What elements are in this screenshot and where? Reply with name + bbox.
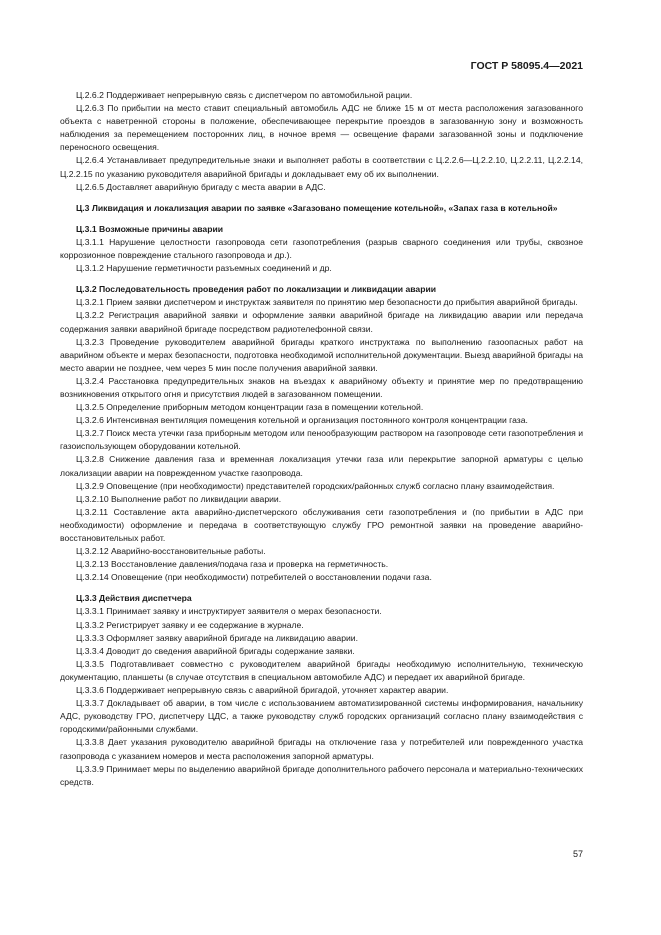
- paragraph: Ц.3.3.5 Подготавливает совместно с руководителем аварийной бригады необходимую исполнительную, техническую документацию, планшеты (в случае отсутствия в специальном автомобиле АДС) и передает их аварийной бригаде.: [60, 658, 583, 682]
- section-heading: Ц.3.1 Возможные причины аварии: [76, 223, 224, 234]
- paragraph: Ц.3.1.1 Нарушение целостности газопровода сети газопотребления (разрыв сварного соединения или трубы, сквозное коррозионное повреждение стального газопровода и др.).: [60, 236, 583, 261]
- page-number: 57: [572, 849, 583, 859]
- section-heading: Ц.3 Ликвидация и локализация аварии по заявке «Загазовано помещение котельной», «Запах газа в котельной»: [76, 202, 558, 213]
- paragraph: Ц.3.2.3 Проведение руководителем аварийной бригады краткого инструктажа по выполнению газоопасных работ на аварийном объекте и мерах безопасности, подготовка необходимой исполнительной документации. Выезд аварийной бригады на место аварии не позднее, чем через 5 мин после получения аварийной заявки.: [60, 336, 583, 373]
- paragraph: Ц.3.2.7 Поиск места утечки газа приборным методом или пенообразующим раствором на газопроводе сети газопотребления и газоиспользующем оборудовании котельной.: [60, 428, 583, 452]
- document-header: ГОСТ Р 58095.4—2021: [470, 60, 583, 72]
- paragraph: Ц.3.2.8 Снижение давления газа и временная локализация утечки газа или перекрытие запорной арматуры с целью локализации аварии на поврежденном участке газопровода.: [60, 454, 583, 478]
- paragraph-gap: [60, 275, 583, 283]
- paragraph: Ц.3.3.1 Принимает заявку и инструктирует заявителя о мерах безопасности.: [76, 606, 382, 617]
- paragraph: Ц.3.2.14 Оповещение (при необходимости) потребителей о восстановлении подачи газа.: [76, 572, 432, 583]
- paragraph: Ц.2.6.3 По прибытии на место ставит специальный автомобиль АДС не ближе 15 м от места расположения загазованного объекта с наветренной стороны в положение, обеспечивающее перекрытие проездов в загазованную зону и возможность наблюдения за перемещением посторонних лиц, в ночное время — освещение фарами загазованной зоны и подключение переносного освещения.: [60, 103, 583, 153]
- paragraph: Ц.2.6.5 Доставляет аварийную бригаду с места аварии в АДС.: [76, 181, 326, 192]
- paragraph: Ц.3.1.2 Нарушение герметичности разъемных соединений и др.: [76, 263, 332, 274]
- paragraph: Ц.3.3.3 Оформляет заявку аварийной бригаде на ликвидацию аварии.: [76, 632, 358, 643]
- paragraph: Ц.3.3.7 Докладывает об аварии, в том числе с использованием автоматизированной системы информирования, начальнику АДС, руководству ГРО, диспетчеру ЦДС, а также руководству служб городских организаций согласно плану взаимодействия с городскими/районными службами.: [60, 698, 583, 735]
- paragraph: Ц.3.2.12 Аварийно-восстановительные работы.: [76, 546, 266, 557]
- paragraph: Ц.3.3.2 Регистрирует заявку и ее содержание в журнале.: [76, 619, 304, 630]
- section-heading: Ц.3.2 Последовательность проведения работ по локализации и ликвидации аварии: [76, 284, 437, 295]
- document-body: [60, 89, 583, 789]
- paragraph-gap: [60, 215, 583, 223]
- paragraph: Ц.3.2.9 Оповещение (при необходимости) представителей городских/районных служб согласно плану взаимодействия.: [76, 480, 555, 491]
- paragraph: Ц.3.2.1 Прием заявки диспетчером и инструктаж заявителя по принятию мер безопасности до прибытия аварийной бригады.: [76, 297, 578, 308]
- paragraph-gap: [60, 584, 583, 592]
- paragraph: Ц.3.2.4 Расстановка предупредительных знаков на въездах к аварийному объекту и принятие мер по предотвращению возникновения открытого огня и присутствия людей в загазованном помещении.: [60, 375, 583, 399]
- paragraph: Ц.3.3.9 Принимает меры по выделению аварийной бригаде дополнительного рабочего персонала и материально-технических средств.: [60, 763, 583, 787]
- paragraph: Ц.3.3.8 Дает указания руководителю аварийной бригады на отключение газа у потребителей или поврежденного участка газопровода с указанием номеров и места расположения запорной арматуры.: [60, 737, 583, 761]
- paragraph: Ц.3.2.2 Регистрация аварийной заявки и оформление заявки аварийной бригаде на ликвидацию аварии или передача содержания заявки аварийной бригаде посредством радиотелефонной связи.: [60, 310, 583, 334]
- paragraph: Ц.2.6.4 Устанавливает предупредительные знаки и выполняет работы в соответствии с Ц.2.2.6—Ц.2.2.10, Ц.2.2.11, Ц.2.2.14, Ц.2.2.15 по указанию руководителя аварийной бригады и докладывает ему об их выполнении.: [60, 155, 583, 179]
- paragraph: Ц.3.2.11 Составление акта аварийно-диспетчерского обслуживания сети газопотребления и (по прибытии в АДС при необходимости) оформление и передача в соответствующую службу ГРО ремонтной заявки на проведение аварийно-восстановительных работ.: [60, 506, 583, 543]
- paragraph: Ц.3.3.4 Доводит до сведения аварийной бригады содержание заявки.: [76, 645, 355, 656]
- paragraph: Ц.3.2.13 Восстановление давления/подача газа и проверка на герметичность.: [76, 559, 389, 570]
- paragraph: Ц.3.3.6 Поддерживает непрерывную связь с аварийной бригадой, уточняет характер аварии.: [76, 685, 449, 696]
- paragraph: Ц.3.2.6 Интенсивная вентиляция помещения котельной и организация постоянного контроля концентрации газа.: [76, 415, 528, 426]
- paragraph: Ц.3.2.10 Выполнение работ по ликвидации аварии.: [76, 493, 282, 504]
- paragraph: Ц.2.6.2 Поддерживает непрерывную связь с диспетчером по автомобильной рации.: [76, 90, 413, 100]
- paragraph-gap: [60, 194, 583, 202]
- section-heading: Ц.3.3 Действия диспетчера: [76, 593, 192, 604]
- paragraph: Ц.3.2.5 Определение приборным методом концентрации газа в помещении котельной.: [76, 402, 424, 413]
